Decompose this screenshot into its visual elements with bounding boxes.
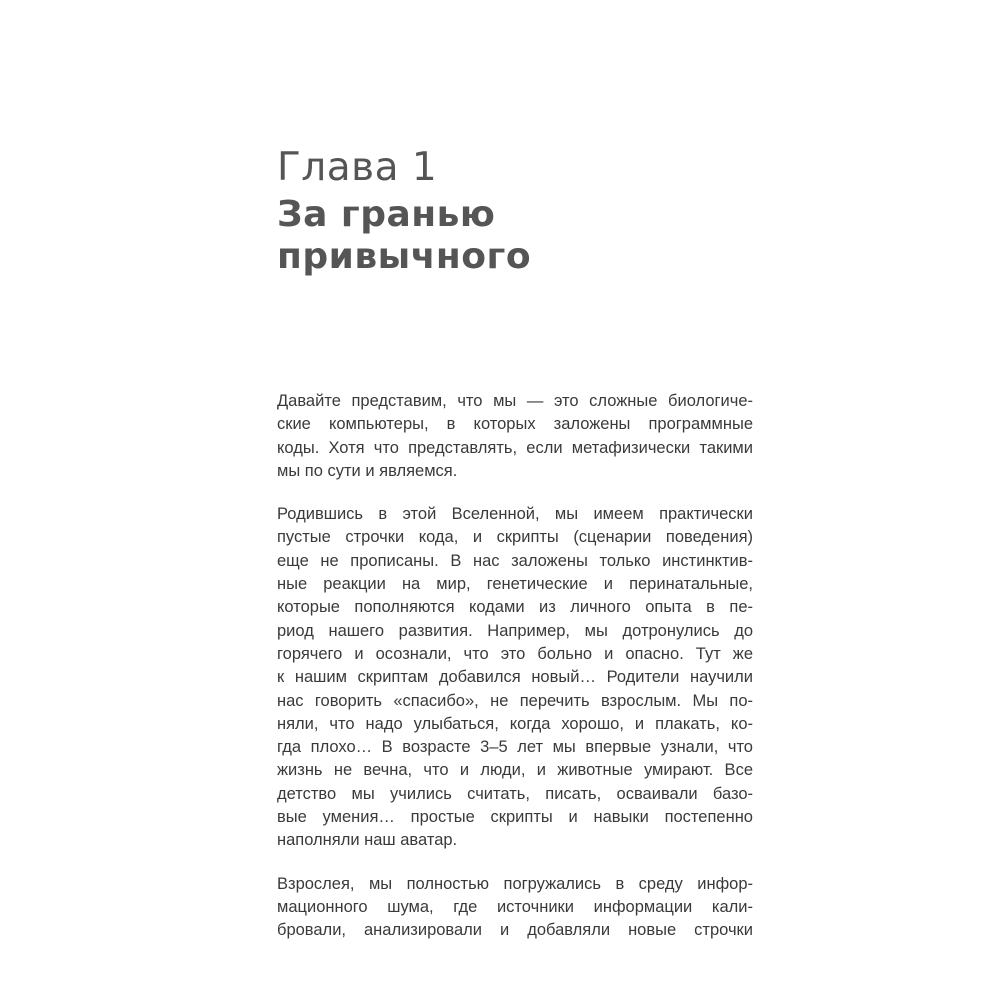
body-text (277, 390, 753, 963)
text-line: детство мы учились считать, писать, осваивали базо- (277, 784, 753, 803)
text-line: к нашим скриптам добавился новый… Родители научили (277, 668, 753, 687)
text-line: которые пополняются кодами из личного опыта в пе- (277, 598, 753, 617)
text-line: мы по сути и являемся. (277, 461, 458, 480)
text-line: Взрослея, мы полностью погружались в среду инфор- (277, 874, 753, 893)
text-line: Родившись в этой Вселенной, мы имеем практически (277, 505, 753, 524)
text-line: вые умения… простые скрипты и навыки постепенно (277, 808, 753, 827)
text-line: няли, что надо улыбаться, когда хорошо, и плакать, ко- (277, 714, 753, 733)
chapter-title-line: привычного (277, 236, 532, 277)
text-line: коды. Хотя что представлять, если метафизически такими (277, 438, 753, 457)
text-line: риод нашего развития. Например, мы дотронулись до (277, 621, 753, 640)
text-line: бровали, анализировали и добавляли новые строчки (277, 921, 753, 940)
text-line: еще не прописаны. В нас заложены только инстинктив- (277, 551, 753, 570)
paragraph-1 (277, 390, 753, 483)
paragraph-2 (277, 503, 753, 852)
text-line: горячего и осознали, что это больно и опасно. Тут же (277, 644, 753, 663)
text-line: жизнь не вечна, что и люди, и животные умирают. Все (277, 761, 753, 780)
text-line: ные реакции на мир, генетические и перинатальные, (277, 575, 753, 594)
paragraph-3 (277, 873, 753, 943)
text-line: мационного шума, где источники информации кали- (277, 897, 753, 916)
text-line: нас говорить «спасибо», не перечить взрослым. Мы по- (277, 691, 753, 710)
text-line: гда плохо… В возрасте 3–5 лет мы впервые узнали, что (277, 738, 753, 757)
text-line: наполняли наш аватар. (277, 831, 458, 850)
chapter-title-line: За гранью (277, 194, 496, 235)
chapter-number: Глава 1 (277, 145, 438, 190)
text-line: ские компьютеры, в которых заложены программные (277, 415, 753, 434)
text-line: пустые строчки кода, и скрипты (сценарии поведения) (277, 528, 753, 547)
text-line: Давайте представим, что мы — это сложные биологиче- (277, 392, 753, 410)
chapter-heading (277, 142, 757, 278)
